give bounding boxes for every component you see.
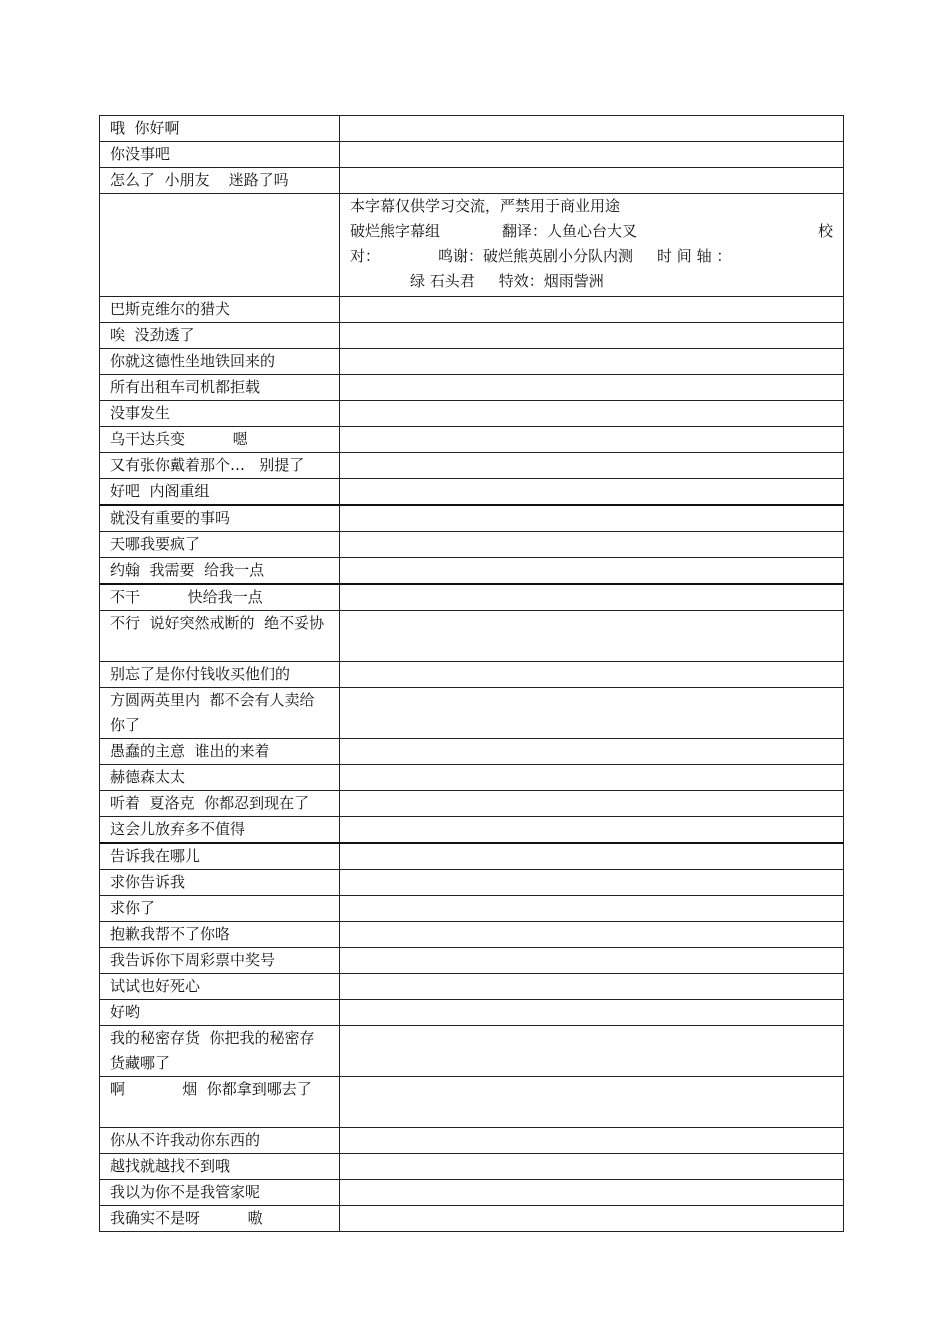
subtitle-line-cell: 哦 你好啊 [100, 116, 340, 142]
subtitle-line-cell: 抱歉我帮不了你咯 [100, 922, 340, 948]
subtitle-line-cell: 我以为你不是我管家呢 [100, 1180, 340, 1206]
translation-cell [340, 817, 844, 844]
credits-timeline: 时 间 轴 ： [657, 247, 732, 265]
table-row [100, 974, 844, 1000]
translation-cell [340, 427, 844, 453]
table-row [100, 168, 844, 194]
table-row [100, 948, 844, 974]
table-row [100, 194, 844, 297]
credits-cell [340, 194, 844, 297]
credits-proof-label: 校 [817, 222, 833, 240]
credits-translation: 翻译：人鱼心台大叉 [502, 222, 638, 240]
table-row [100, 375, 844, 401]
subtitle-line-cell: 这会儿放弃多不值得 [100, 817, 340, 844]
translation-cell [340, 765, 844, 791]
subtitle-line-cell: 赫德森太太 [100, 765, 340, 791]
translation-cell [340, 1077, 844, 1128]
table-row [100, 558, 844, 585]
translation-cell [340, 479, 844, 506]
table-row [100, 1128, 844, 1154]
translation-cell [340, 1154, 844, 1180]
subtitle-line-cell: 听着 夏洛克 你都忍到现在了 [100, 791, 340, 817]
table-row [100, 116, 844, 142]
credits-notice: 本字幕仅供学习交流，严禁用于商业用途 [350, 197, 621, 215]
table-row [100, 453, 844, 479]
subtitle-line-cell: 唉 没劲透了 [100, 323, 340, 349]
subtitle-line-cell: 愚蠢的主意 谁出的来着 [100, 739, 340, 765]
credits-row-effects [350, 269, 833, 294]
translation-cell [340, 688, 844, 739]
table-row [100, 1077, 844, 1128]
table-row [100, 870, 844, 896]
table-row [100, 349, 844, 375]
subtitle-line-cell: 告诉我在哪儿 [100, 843, 340, 870]
credits-row-thanks [350, 244, 833, 269]
translation-cell [340, 791, 844, 817]
table-row [100, 142, 844, 168]
translation-cell [340, 870, 844, 896]
subtitle-line-cell: 求你了 [100, 896, 340, 922]
translation-cell [340, 843, 844, 870]
table-row [100, 662, 844, 688]
subtitle-line-cell: 不行 说好突然戒断的 绝不妥协 [100, 611, 340, 662]
table-row [100, 843, 844, 870]
table-row [100, 505, 844, 532]
table-row [100, 1000, 844, 1026]
table-row [100, 765, 844, 791]
table-row [100, 1206, 844, 1232]
table-row [100, 323, 844, 349]
credits-row-group [350, 219, 833, 244]
table-row [100, 532, 844, 558]
subtitle-line-cell: 好哟 [100, 1000, 340, 1026]
credits-group: 破烂熊字幕组 [350, 222, 441, 240]
table-row [100, 427, 844, 453]
subtitle-line-cell: 约翰 我需要 给我一点 [100, 558, 340, 585]
subtitle-line-cell: 天哪我要疯了 [100, 532, 340, 558]
translation-cell [340, 922, 844, 948]
subtitle-table [99, 115, 844, 1232]
table-row [100, 479, 844, 506]
subtitle-line-cell: 乌干达兵变 嗯 [100, 427, 340, 453]
translation-cell [340, 584, 844, 611]
translation-cell [340, 505, 844, 532]
subtitle-line-cell: 方圆两英里内 都不会有人卖给你了 [100, 688, 340, 739]
translation-cell [340, 375, 844, 401]
subtitle-line-cell: 越找就越找不到哦 [100, 1154, 340, 1180]
table-row [100, 1180, 844, 1206]
translation-cell [340, 896, 844, 922]
subtitle-line-cell: 没事发生 [100, 401, 340, 427]
subtitle-line-cell: 又有张你戴着那个… 别提了 [100, 453, 340, 479]
translation-cell [340, 1128, 844, 1154]
subtitle-line-cell: 你从不许我动你东西的 [100, 1128, 340, 1154]
subtitle-line-cell: 你就这德性坐地铁回来的 [100, 349, 340, 375]
subtitle-line-cell: 试试也好死心 [100, 974, 340, 1000]
translation-cell [340, 168, 844, 194]
subtitle-line-cell: 啊 烟 你都拿到哪去了 [100, 1077, 340, 1128]
subtitle-line-cell: 我确实不是呀 嗷 [100, 1206, 340, 1232]
subtitle-line-cell: 我告诉你下周彩票中奖号 [100, 948, 340, 974]
translation-cell [340, 1180, 844, 1206]
subtitle-line-cell: 就没有重要的事吗 [100, 505, 340, 532]
translation-cell [340, 558, 844, 585]
translation-cell [340, 611, 844, 662]
table-row [100, 1154, 844, 1180]
subtitle-line-cell: 我的秘密存货 你把我的秘密存货藏哪了 [100, 1026, 340, 1077]
translation-cell [340, 739, 844, 765]
subtitle-line-cell: 你没事吧 [100, 142, 340, 168]
translation-cell [340, 349, 844, 375]
subtitle-line-cell: 所有出租车司机都拒载 [100, 375, 340, 401]
translation-cell [340, 1000, 844, 1026]
translation-cell [340, 1026, 844, 1077]
translation-cell [340, 1206, 844, 1232]
table-row [100, 297, 844, 323]
translation-cell [340, 116, 844, 142]
credits-effects: 特效：烟雨訾洲 [498, 272, 604, 290]
translation-cell [340, 453, 844, 479]
subtitle-table-body [100, 116, 844, 1232]
table-row [100, 817, 844, 844]
translation-cell [340, 532, 844, 558]
translation-cell [340, 401, 844, 427]
subtitle-line-cell: 别忘了是你付钱收买他们的 [100, 662, 340, 688]
translation-cell [340, 948, 844, 974]
subtitle-line-cell: 求你告诉我 [100, 870, 340, 896]
table-row [100, 922, 844, 948]
translation-cell [340, 142, 844, 168]
table-row [100, 739, 844, 765]
table-row [100, 688, 844, 739]
table-row [100, 611, 844, 662]
subtitle-line-cell: 好吧 内阁重组 [100, 479, 340, 506]
subtitle-line-cell: 巴斯克维尔的猎犬 [100, 297, 340, 323]
credits-thanks: 鸣谢：破烂熊英剧小分队内测 [438, 247, 634, 265]
table-row [100, 584, 844, 611]
table-row [100, 896, 844, 922]
translation-cell [340, 297, 844, 323]
table-row [100, 791, 844, 817]
table-row [100, 1026, 844, 1077]
translation-cell [340, 323, 844, 349]
credits-proof-label-2: 对： [350, 247, 381, 265]
subtitle-line-cell: 不干 快给我一点 [100, 584, 340, 611]
translation-cell [340, 662, 844, 688]
table-row [100, 401, 844, 427]
subtitle-line-cell: 怎么了 小朋友 迷路了吗 [100, 168, 340, 194]
translation-cell [340, 974, 844, 1000]
credits-timeline-name: 绿 石头君 [410, 272, 475, 290]
subtitle-line-cell [100, 194, 340, 297]
